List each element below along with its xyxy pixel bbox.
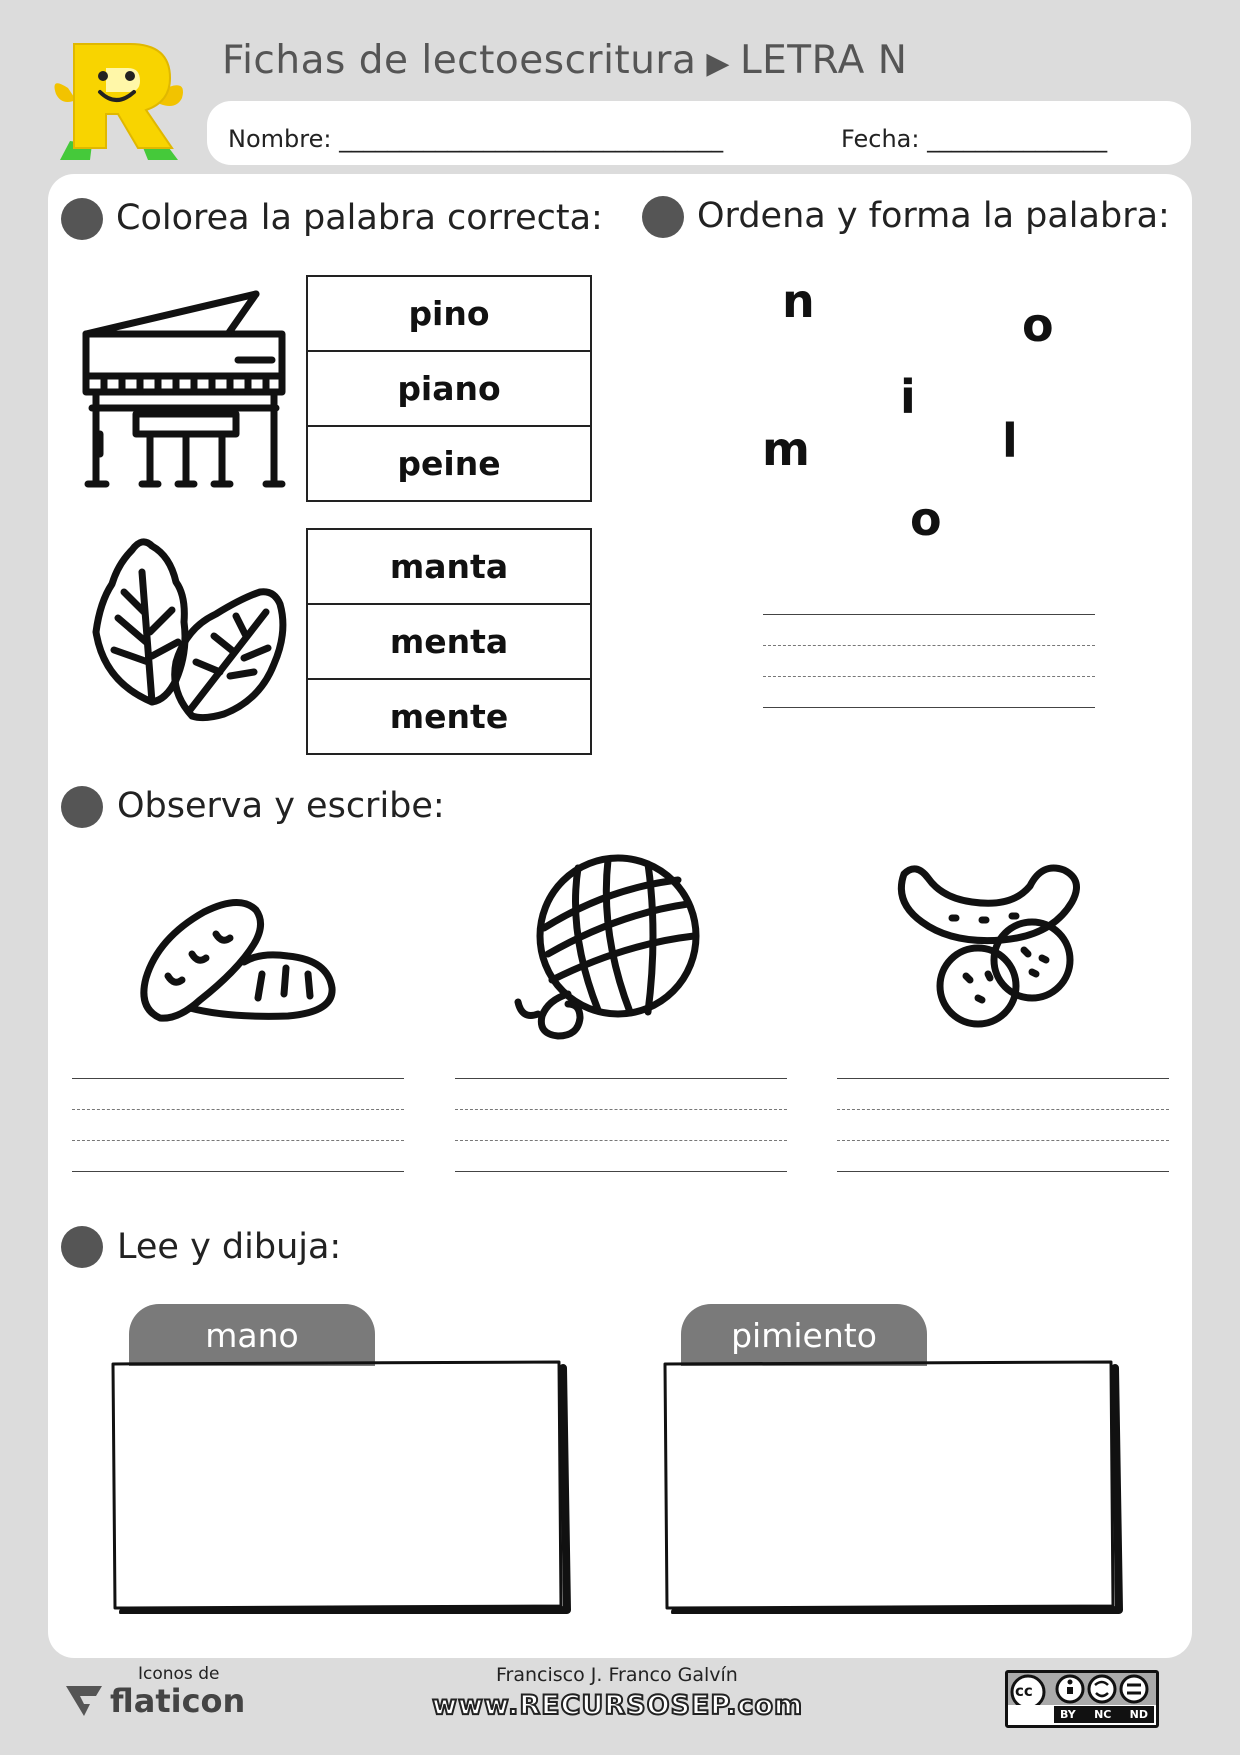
scrambled-letter: o [910,492,942,546]
piano-icon [78,284,290,498]
section-bullet [61,198,103,240]
license-by: BY [1060,1708,1076,1721]
writing-lines[interactable] [837,1078,1169,1174]
author-name: Francisco J. Franco Galvín [496,1664,738,1686]
scrambled-letter: l [1002,414,1018,468]
name-field[interactable]: Nombre: ________________________________ [228,125,724,153]
website-link[interactable]: www.RECURSOSEP.com [432,1690,804,1721]
word-option[interactable]: piano [308,350,590,425]
scrambled-letter: n [782,274,815,328]
flaticon-logo-icon [64,1684,104,1724]
section-title-observa: Observa y escribe: [117,786,445,826]
title-text: Fichas de lectoescritura [222,38,697,83]
title-letter: LETRA N [739,38,908,83]
word-table-menta [306,528,592,755]
bread-icon [138,890,338,1030]
flaticon-brand[interactable]: flaticon [110,1682,246,1720]
drawing-box[interactable] [663,1360,1127,1618]
section-bullet [61,1226,103,1268]
section-bullet [642,196,684,238]
writing-lines[interactable] [763,614,1095,710]
mascot-logo [48,36,193,164]
cucumber-icon [892,862,1092,1036]
word-option[interactable]: menta [308,603,590,678]
word-tab-pimiento: pimiento [681,1304,927,1366]
date-field[interactable]: Fecha: _______________ [841,125,1108,153]
word-option[interactable]: peine [308,425,590,500]
name-date-bar [207,101,1191,165]
section-title-colorea: Colorea la palabra correcta: [116,198,603,238]
word-option[interactable]: mente [308,678,590,753]
writing-lines[interactable] [455,1078,787,1174]
page-title [222,38,907,83]
section-title-ordena: Ordena y forma la palabra: [697,196,1170,236]
word-option[interactable]: pino [408,294,490,333]
writing-lines[interactable] [72,1078,404,1174]
mint-leaves-icon [90,532,290,726]
word-tab-mano: mano [129,1304,375,1366]
yarn-ball-icon [508,844,708,1048]
word-option[interactable]: manta [389,547,509,586]
icons-credit: Iconos de [138,1664,220,1684]
arrow-icon: ▶ [706,46,730,81]
drawing-box[interactable] [111,1360,575,1618]
cc-license-badge [1005,1670,1159,1728]
cc-label: cc [1015,1682,1033,1700]
worksheet-card [48,174,1192,1658]
word-table-piano [306,275,592,502]
scrambled-letter: m [762,422,810,476]
scrambled-letter: i [900,370,916,424]
license-nd: ND [1129,1708,1148,1721]
license-nc: NC [1094,1708,1112,1721]
section-bullet [61,786,103,828]
section-title-lee: Lee y dibuja: [117,1227,342,1267]
scrambled-letter: o [1022,298,1054,352]
